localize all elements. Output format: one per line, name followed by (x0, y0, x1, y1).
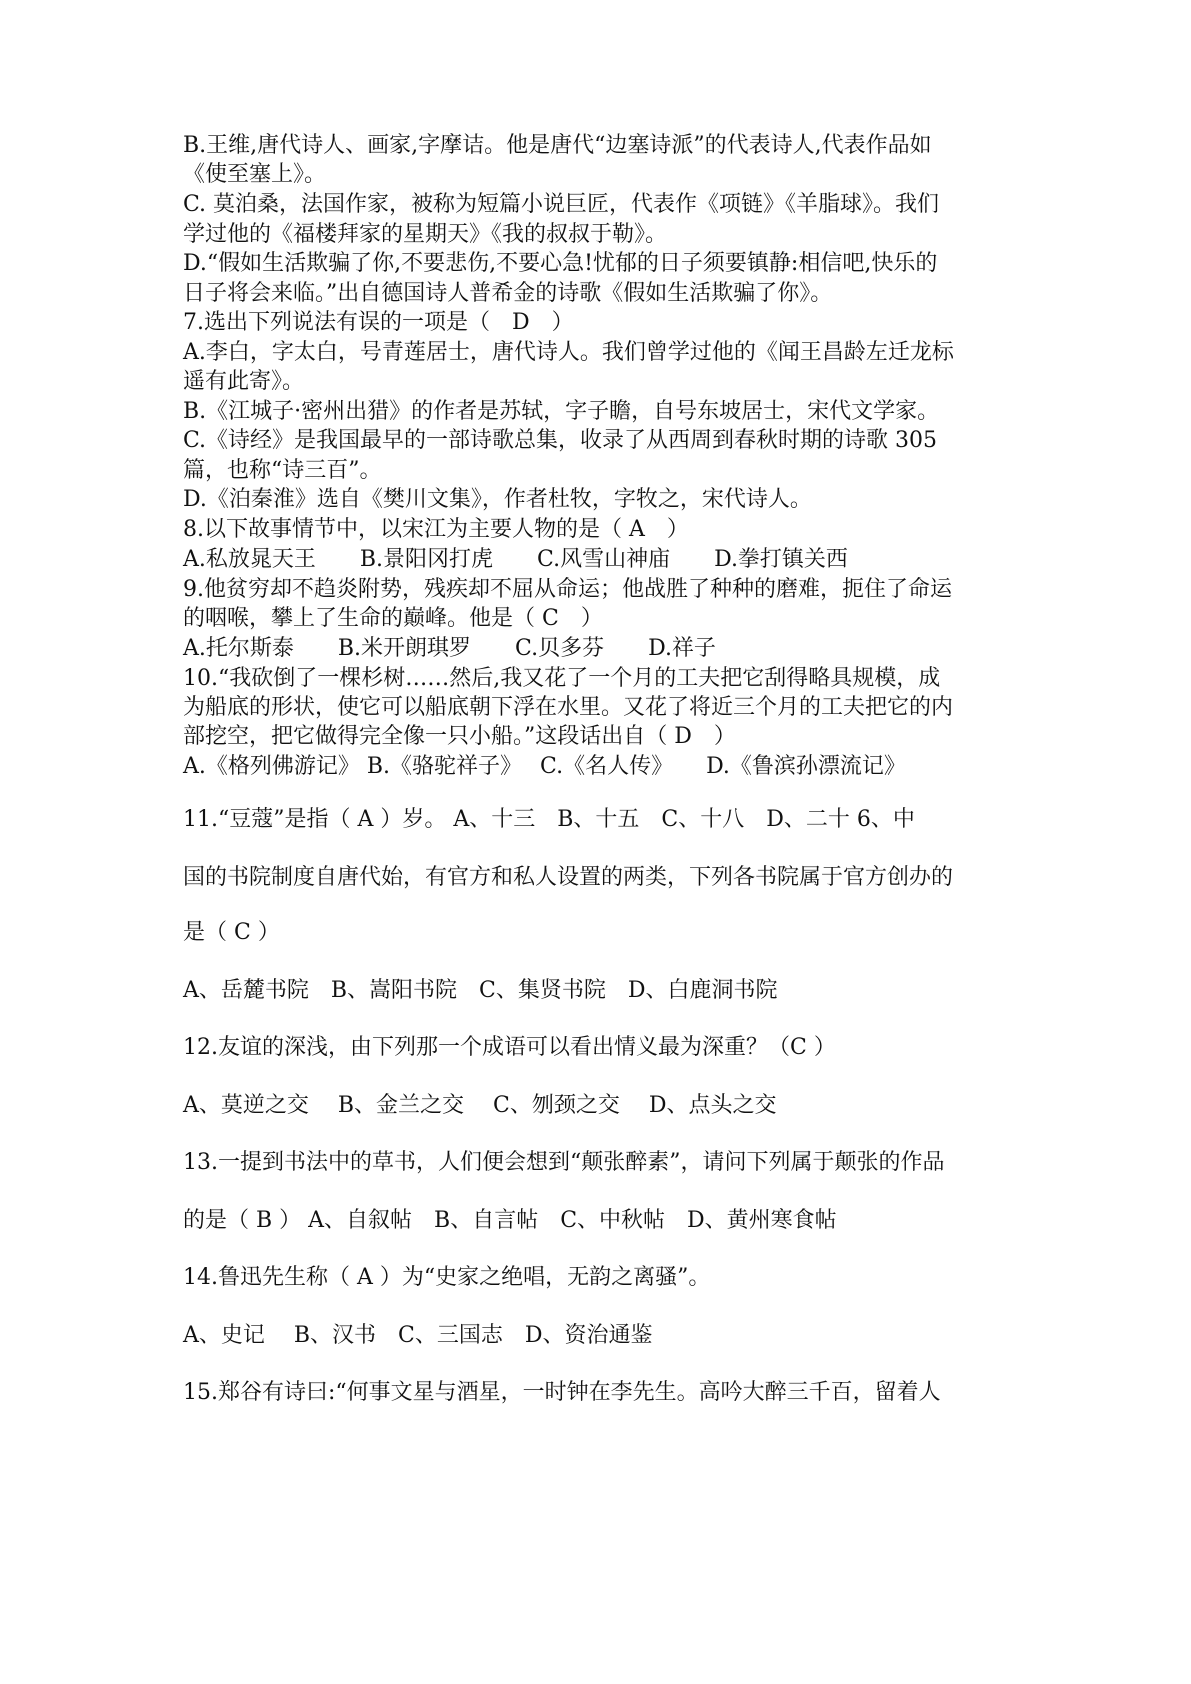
text-line: B.王维,唐代诗人、画家,字摩诘。他是唐代“边塞诗派”的代表诗人,代表作品如 (183, 133, 932, 158)
text-line: 是（ C ） (183, 920, 280, 945)
question-9: 9.他贫穷却不趋炎附势，残疾却不屈从命运；他战胜了种种的磨难，扼住了命运 (183, 577, 952, 602)
text-line: D.“假如生活欺骗了你,不要悲伤,不要心急!忧郁的日子须要镇静:相信吧,快乐的 (183, 251, 938, 276)
options-11: A、岳麓书院 B、嵩阳书院 C、集贤书院 D、白鹿洞书院 (183, 978, 778, 1003)
text-line: 日子将会来临。”出自德国诗人普希金的诗歌《假如生活欺骗了你》。 (183, 281, 833, 306)
text-line: 《使至塞上》。 (183, 162, 327, 187)
text-line: 学过他的《福楼拜家的星期天》《我的叔叔于勒》。 (183, 222, 668, 247)
question-10: 10.“我砍倒了一棵杉树……然后,我又花了一个月的工夫把它刮得略具规模，成 (183, 666, 941, 691)
text-line: 为船底的形状，使它可以船底朝下浮在水里。又花了将近三个月的工夫把它的内 (183, 695, 954, 720)
text-line: 的咽喉，攀上了生命的巅峰。他是（ C ） (183, 606, 603, 631)
text-line: C.《诗经》是我国最早的一部诗歌总集，收录了从西周到春秋时期的诗歌 305 (183, 428, 938, 453)
question-7: 7.选出下列说法有误的一项是（ D ） (183, 310, 574, 335)
text-line: C. 莫泊桑，法国作家，被称为短篇小说巨匠，代表作《项链》《羊脂球》。我们 (183, 192, 940, 217)
options-13: 的是（ B ） A、自叙帖 B、自言帖 C、中秋帖 D、黄州寒食帖 (183, 1208, 837, 1233)
question-14: 14.鲁迅先生称（ A ）为“史家之绝唱，无韵之离骚”。 (183, 1265, 711, 1290)
text-line: 篇，也称“诗三百”。 (183, 458, 382, 483)
options-14: A、史记 B、汉书 C、三国志 D、资治通鉴 (183, 1323, 653, 1348)
options-12: A、莫逆之交 B、金兰之交 C、刎颈之交 D、点头之交 (183, 1093, 777, 1118)
text-line: 遥有此寄》。 (183, 369, 305, 394)
options-9: A.托尔斯泰 B.米开朗琪罗 C.贝多芬 D.祥子 (183, 636, 716, 661)
options-10: A.《格列佛游记》 B.《骆驼祥子》 C.《名人传》 D.《鲁滨孙漂流记》 (183, 754, 906, 779)
text-line: B.《江城子·密州出猎》的作者是苏轼，字子瞻，自号东坡居士，宋代文学家。 (183, 399, 940, 424)
text-line: A.李白，字太白，号青莲居士，唐代诗人。我们曾学过他的《闻王昌龄左迁龙标 (183, 340, 954, 365)
text-line: 部挖空，把它做得完全像一只小船。”这段话出自（ D ） (183, 724, 736, 749)
text-line: D.《泊秦淮》选自《樊川文集》，作者杜牧，字牧之，宋代诗人。 (183, 487, 812, 512)
text-line: 国的书院制度自唐代始，有官方和私人设置的两类，下列各书院属于官方创办的 (183, 865, 954, 890)
question-8: 8.以下故事情节中，以宋江为主要人物的是（ A ） (183, 517, 689, 542)
question-12: 12.友谊的深浅，由下列那一个成语可以看出情义最为深重？（C ） (183, 1035, 836, 1060)
question-11: 11.“豆蔻”是指（ A ）岁。 A、十三 B、十五 C、十八 D、二十 6、中 (183, 807, 915, 832)
question-15: 15.郑谷有诗曰:“何事文星与酒星，一时钟在李先生。高吟大醉三千百，留着人 (183, 1380, 941, 1405)
question-13: 13.一提到书法中的草书，人们便会想到“颠张醉素”，请问下列属于颠张的作品 (183, 1150, 945, 1175)
options-8: A.私放晁天王 B.景阳冈打虎 C.风雪山神庙 D.拳打镇关西 (183, 547, 848, 572)
